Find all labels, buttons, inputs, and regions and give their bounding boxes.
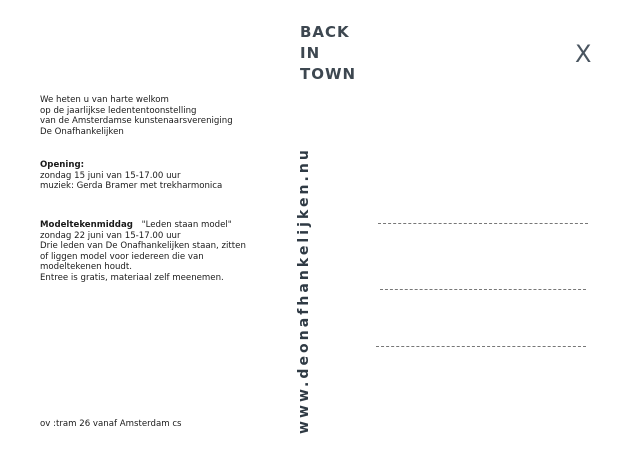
opening-line: zondag 15 juni van 15-17.00 uur <box>40 170 181 181</box>
modeltekenmiddag-line: Drie leden van De Onafhankelijken staan, zitten <box>40 241 246 252</box>
title-word: BACK <box>300 23 350 41</box>
modeltekenmiddag-line: zondag 22 juni van 15-17.00 uur <box>40 230 181 241</box>
modeltekenmiddag-subtitle: "Leden staan model" <box>141 220 232 230</box>
address-line <box>376 346 586 347</box>
website-url[interactable]: www.deonafhankelijken.nu <box>296 147 312 434</box>
opening-heading: Opening: <box>40 160 85 170</box>
modeltekenmiddag-section <box>40 220 295 284</box>
modeltekenmiddag-line: modeltekenen houdt. <box>40 262 132 273</box>
welcome-line: De Onafhankelijken <box>40 126 124 137</box>
opening-line: muziek: Gerda Bramer met trekharmonica <box>40 181 223 192</box>
back-in-town-title <box>300 22 356 85</box>
title-word: TOWN <box>300 65 357 83</box>
stamp-mark: X <box>575 40 592 68</box>
title-word: IN <box>300 44 321 62</box>
welcome-line: op de jaarlijkse ledententoonstelling <box>40 105 197 116</box>
modeltekenmiddag-line: of liggen model voor iedereen die van <box>40 251 204 262</box>
transport-info: ov :tram 26 vanaf Amsterdam cs <box>40 419 182 429</box>
welcome-text <box>40 95 295 137</box>
welcome-line: van de Amsterdamse kunstenaarsvereniging <box>40 116 233 127</box>
modeltekenmiddag-heading: Modeltekenmiddag <box>40 220 133 230</box>
opening-section <box>40 160 295 192</box>
welcome-line: We heten u van harte welkom <box>40 95 169 105</box>
modeltekenmiddag-line: Entree is gratis, materiaal zelf meenemen. <box>40 272 224 283</box>
address-line <box>380 289 586 290</box>
address-line <box>378 223 588 224</box>
